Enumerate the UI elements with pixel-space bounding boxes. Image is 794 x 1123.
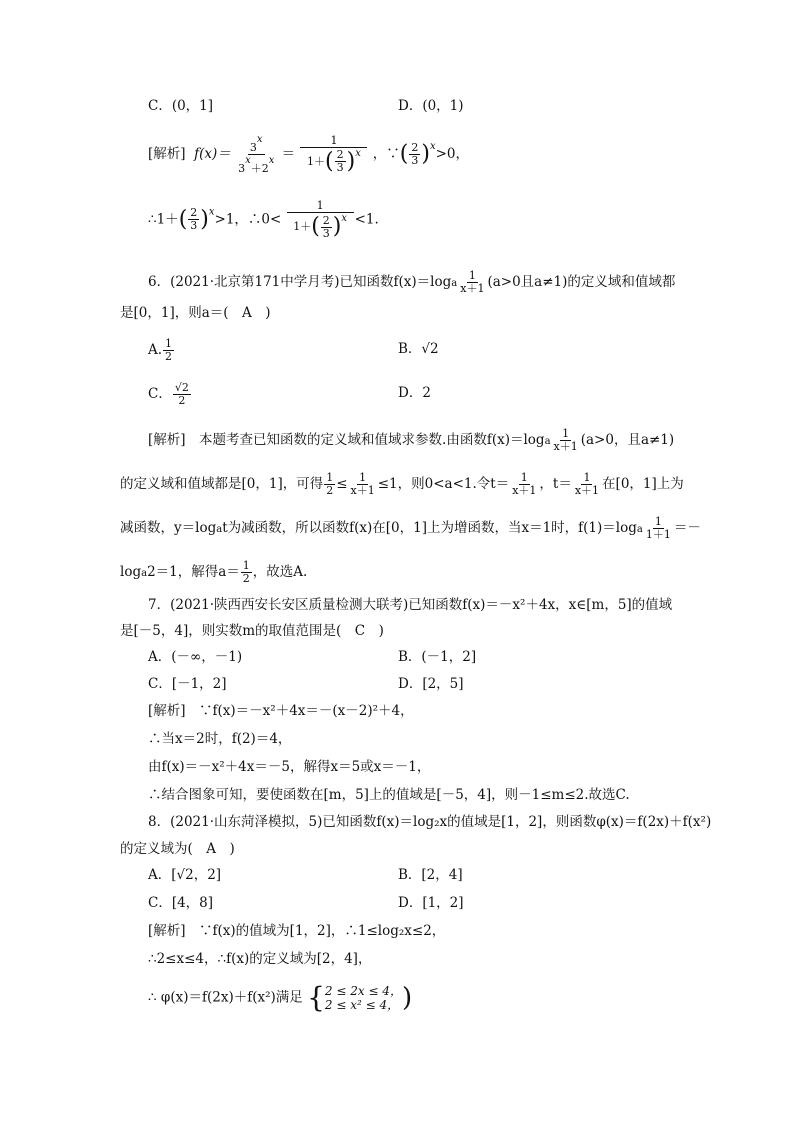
numerator: 1 bbox=[583, 471, 591, 484]
equation-text: f(x)＝ bbox=[194, 146, 231, 162]
numerator: 1 bbox=[287, 200, 354, 213]
numerator: 1 bbox=[468, 269, 476, 282]
numerator: 2 bbox=[411, 141, 419, 154]
text: ∴ φ(x)＝f(2x)＋f(x²)满足 bbox=[148, 989, 303, 1006]
system-line-1: 2 ≤ 2x ≤ 4， bbox=[324, 984, 402, 998]
text: ，t＝ bbox=[539, 476, 572, 492]
option-d: D．[1，2] bbox=[398, 895, 464, 911]
denominator: 1＋ bbox=[307, 154, 326, 168]
subscript: a bbox=[544, 436, 551, 447]
question-6-stem bbox=[148, 270, 675, 295]
option-a bbox=[148, 338, 175, 363]
option-b: B．[2，4] bbox=[398, 867, 463, 883]
text: [解析] 本题考查已知函数的定义域和值域求参数.由函数f(x)＝log bbox=[148, 432, 545, 448]
numerator: 1 bbox=[654, 515, 662, 528]
solution-line: [解析] f(x)＝ $\frac{3x}{3x+2x}$ ＝ 1 1＋( $\frac{2}{3}$ )x ，∵( $\frac{2}{3}$ )$^x$>0， bbox=[148, 133, 469, 175]
numerator: 1 bbox=[326, 471, 334, 484]
exponent: x bbox=[355, 147, 361, 159]
text: (a>0，且a≠1) bbox=[580, 432, 675, 448]
numerator: 2 bbox=[322, 213, 330, 227]
denominator: x＋1 bbox=[553, 440, 578, 453]
denominator: 1＋1 bbox=[645, 528, 671, 541]
solution-line: [解析] ∵f(x)的值域为[1，2]，∴1≤log₂x≤2， bbox=[148, 923, 446, 939]
denominator: 3 bbox=[336, 161, 344, 175]
text: >0， bbox=[435, 146, 469, 162]
numerator: 1 bbox=[562, 427, 570, 440]
exponent: x bbox=[341, 213, 348, 224]
option-d: D．2 bbox=[398, 385, 431, 401]
denominator: x＋1 bbox=[460, 282, 485, 295]
option-b: B．(－1，2] bbox=[398, 649, 477, 665]
text: 2＝1，解得a＝ bbox=[147, 564, 240, 580]
superscript: x bbox=[245, 155, 251, 166]
denominator: 1＋ bbox=[293, 220, 312, 233]
text: 6．(2021·北京第171中学月考)已知函数f(x)＝log bbox=[148, 274, 452, 290]
question-8-stem: 8．(2021·山东菏泽模拟，5)已知函数f(x)＝log₂x的值域是[1，2]，则函数φ(x)＝f(2x)＋f(x²) bbox=[148, 814, 712, 830]
option-d: D．(0，1) bbox=[398, 98, 464, 114]
solution-line: ∴2≤x≤4，∴f(x)的定义域为[2，4]， bbox=[148, 951, 372, 967]
subscript: a bbox=[451, 278, 458, 289]
exponent: x bbox=[429, 141, 436, 152]
equals: ＝ bbox=[281, 146, 296, 162]
question-7-stem-cont: 是[－5，4]，则实数m的取值范围是( C ) bbox=[120, 623, 384, 639]
denominator: 2 bbox=[242, 572, 250, 585]
numerator: 1 bbox=[520, 471, 528, 484]
option-label: C． bbox=[148, 386, 172, 402]
numerator: 3 bbox=[249, 141, 257, 154]
question-6-stem-cont: 是[0，1]，则a＝( A ) bbox=[120, 305, 271, 321]
denominator: x＋1 bbox=[574, 484, 600, 497]
numerator: 1 bbox=[165, 337, 173, 350]
numerator: 1 bbox=[300, 135, 367, 148]
fraction: 1 1＋( $\frac{2}{3}$ )x bbox=[287, 200, 354, 240]
solution-line: ∴当x＝2时，f(2)＝4， bbox=[148, 731, 292, 747]
solution-line: [解析] ∵f(x)＝－x²＋4x＝－(x－2)²＋4， bbox=[148, 703, 414, 719]
option-c: C．[－1，2] bbox=[148, 676, 227, 692]
denominator: 2 bbox=[326, 484, 334, 497]
subscript: a bbox=[141, 568, 148, 579]
option-d: D．[2，5] bbox=[398, 676, 464, 692]
solution-label: [解析] bbox=[148, 146, 186, 162]
denominator: 2 bbox=[178, 394, 186, 407]
text: ，故选A. bbox=[252, 564, 308, 580]
subscript: a bbox=[636, 524, 643, 535]
numerator: 2 bbox=[190, 206, 198, 220]
numerator: 1 bbox=[359, 471, 367, 484]
denominator: x＋1 bbox=[512, 484, 537, 497]
numerator: 1 bbox=[242, 559, 250, 572]
text: 在[0，1]上为 bbox=[602, 476, 684, 492]
fraction: 1 1＋( $\frac{2}{3}$ )x bbox=[300, 135, 367, 175]
numerator: 2 bbox=[336, 148, 344, 162]
question-7-stem: 7．(2021·陕西西安长安区质量检测大联考)已知函数f(x)＝－x²＋4x，x∈[m，5]的值域 bbox=[148, 597, 673, 613]
denominator: 3 bbox=[411, 154, 419, 167]
denominator-part: ＋2 bbox=[250, 162, 269, 175]
subscript: a bbox=[216, 524, 223, 535]
solution-line: ∴ φ(x)＝f(2x)＋f(x²)满足 { 2 ≤ 2x ≤ 4， 2 ≤ x² ≤ 4， ) bbox=[148, 981, 413, 1014]
option-label: A. bbox=[148, 342, 163, 358]
denominator: 3 bbox=[238, 162, 246, 175]
text: (a>0且a≠1)的定义域和值域都 bbox=[487, 274, 676, 290]
superscript: x bbox=[256, 134, 263, 145]
option-a: A．[√2，2] bbox=[148, 867, 222, 883]
text: ≤1，则0<a<1.令t＝ bbox=[377, 476, 510, 492]
solution-line bbox=[120, 472, 684, 497]
solution-line: 由f(x)＝－x²＋4x＝－5，解得x＝5或x＝－1， bbox=[148, 759, 431, 775]
option-c: C．[4，8] bbox=[148, 895, 214, 911]
text: ＝－ bbox=[673, 520, 701, 536]
exponent: x bbox=[208, 206, 215, 218]
solution-line bbox=[120, 560, 307, 585]
system-line-2: 2 ≤ x² ≤ 4， bbox=[324, 998, 400, 1012]
denominator: 3 bbox=[190, 219, 198, 233]
denominator: x＋1 bbox=[350, 484, 375, 497]
option-c bbox=[148, 382, 192, 407]
solution-line bbox=[148, 428, 674, 453]
text: ≤ bbox=[336, 476, 348, 492]
numerator: √2 bbox=[174, 381, 189, 394]
text: >1，∴0< bbox=[214, 211, 282, 228]
text: t为减函数，所以函数f(x)在[0，1]上为增函数，当x＝1时，f(1)＝log bbox=[222, 520, 637, 536]
fraction bbox=[458, 270, 486, 295]
solution-line: ∴结合图象可知，要使函数在[m，5]上的值域是[－5，4]，则－1≤m≤2.故选C. bbox=[148, 787, 630, 803]
option-c: C．(0，1] bbox=[148, 98, 214, 114]
question-8-stem-cont: 的定义域为( A ) bbox=[120, 841, 235, 857]
denominator: 3 bbox=[322, 226, 330, 240]
text: log bbox=[120, 564, 142, 580]
superscript: x bbox=[268, 155, 275, 166]
option-a: A．(－∞，－1) bbox=[148, 649, 243, 665]
text: <1. bbox=[354, 211, 379, 228]
fraction bbox=[236, 134, 276, 175]
text: 的定义域和值域都是[0，1]，可得 bbox=[120, 476, 324, 492]
solution-line bbox=[120, 516, 701, 541]
denominator: 2 bbox=[165, 350, 173, 363]
text: ，∵ bbox=[372, 146, 400, 162]
option-b: B．√2 bbox=[398, 341, 439, 357]
text: 减函数，y＝log bbox=[120, 520, 217, 536]
solution-line: ∴1＋( $\frac{2}{3}$ )$^x$>1，∴0< 1 1＋( $\frac{2}{3}$ )x <1. bbox=[148, 199, 379, 240]
text: ∴1＋ bbox=[148, 211, 179, 228]
